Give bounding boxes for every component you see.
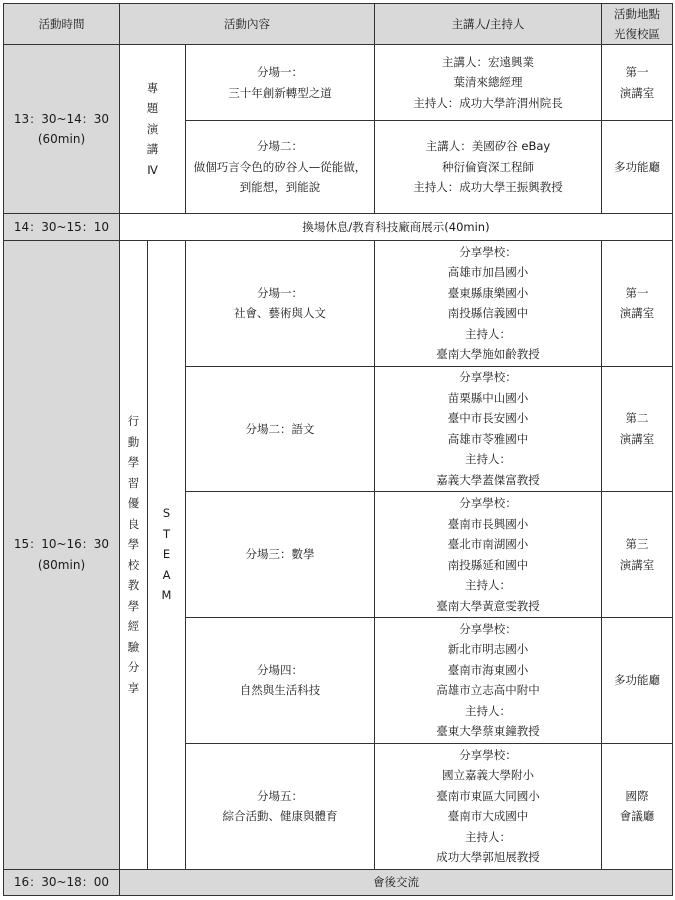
content-line: 自然與生活科技 <box>239 683 321 698</box>
presenter-line: 分享學校： <box>459 244 517 259</box>
steam-char: S <box>162 506 171 521</box>
location-line: 演講室 <box>619 431 655 446</box>
presenter-line: 主持人： <box>465 829 511 844</box>
presenter-line: 國立嘉義大學附小 <box>442 768 534 783</box>
presenter-line: 臺中市長安國小 <box>447 411 529 426</box>
block1-time <box>4 45 120 214</box>
session-content <box>186 743 375 869</box>
session-presenter <box>375 121 602 214</box>
content-line: 分場五： <box>257 788 303 803</box>
label-char: 專 <box>146 80 159 95</box>
header-presenter: 主講人/主持人 <box>375 4 602 45</box>
presenter-line: 主持人： <box>465 326 511 341</box>
location-line: 第一 <box>625 65 649 80</box>
location-line: 第三 <box>625 537 649 552</box>
steam-char: M <box>161 588 172 603</box>
label-char: 優 <box>127 496 140 511</box>
session-location <box>602 121 673 214</box>
time-range: 15：10~16：30 <box>13 537 110 552</box>
session-location <box>602 240 673 366</box>
table-row <box>4 45 673 121</box>
session-content <box>186 121 375 214</box>
content-line: 分場二： <box>257 139 303 154</box>
header-time: 活動時間 <box>4 4 120 45</box>
label-char: Ⅳ <box>147 162 158 177</box>
presenter-line: 臺南大學黃意雯教授 <box>436 598 540 613</box>
presenter-line: 分享學校： <box>459 747 517 762</box>
location-line: 會議廳 <box>619 809 655 824</box>
label-char: 動 <box>127 434 140 449</box>
presenter-line: 臺南大學施如齡教授 <box>436 347 540 362</box>
session-presenter <box>375 240 602 366</box>
label-char: 講 <box>146 142 159 157</box>
location-line: 多功能廳 <box>614 673 660 688</box>
location-line: 第二 <box>625 411 649 426</box>
block2-steam <box>148 240 186 869</box>
presenter-line: 成功大學郭旭展教授 <box>436 850 540 865</box>
presenter-line: 主持人： <box>465 578 511 593</box>
content-line: 綜合活動、健康與體育 <box>222 809 338 824</box>
header-location-line: 光復校區 <box>614 27 660 41</box>
label-char: 習 <box>127 475 140 490</box>
time-duration: (80min) <box>37 557 86 572</box>
label-char: 題 <box>146 101 159 116</box>
label-char: 良 <box>127 516 140 531</box>
closing-row <box>4 869 673 895</box>
content-line: 分場一： <box>257 65 303 80</box>
content-line: 三十年創新轉型之道 <box>228 85 332 100</box>
steam-char: T <box>162 526 171 541</box>
location-line: 演講室 <box>619 85 655 100</box>
break-text: 換場休息/教育科技廠商展示(40min) <box>120 214 673 240</box>
label-char: 學 <box>127 455 140 470</box>
table-row <box>4 240 673 366</box>
session-content <box>186 366 375 492</box>
session-content <box>186 492 375 618</box>
presenter-line: 主持人： <box>465 452 511 467</box>
presenter-line: 主持人：成功大學王振興教授 <box>413 180 563 195</box>
label-char: 教 <box>127 578 140 593</box>
session-presenter <box>375 618 602 744</box>
presenter-line: 臺東大學蔡東鐘教授 <box>436 724 540 739</box>
content-line: 做個巧言令色的矽谷人—從能做， <box>193 159 367 174</box>
session-location <box>602 492 673 618</box>
label-char: 分 <box>127 660 140 675</box>
content-line: 分場二：語文 <box>245 421 315 436</box>
content-line: 分場三：數學 <box>245 547 315 562</box>
presenter-line: 高雄市立志高中附中 <box>436 683 540 698</box>
session-content <box>186 45 375 121</box>
time-duration: (60min) <box>37 132 86 147</box>
content-line: 分場一： <box>257 285 303 300</box>
session-location <box>602 618 673 744</box>
presenter-line: 主講人：美國矽谷 eBay <box>425 139 551 154</box>
session-presenter <box>375 366 602 492</box>
break-time: 14：30~15：10 <box>4 214 120 240</box>
location-line: 多功能廳 <box>614 159 660 174</box>
block1-label <box>120 45 186 214</box>
session-location <box>602 366 673 492</box>
location-line: 第一 <box>625 285 649 300</box>
header-content: 活動內容 <box>120 4 375 45</box>
presenter-line: 分享學校： <box>459 496 517 511</box>
header-location-line: 活動地點 <box>614 7 660 21</box>
session-content <box>186 618 375 744</box>
session-content <box>186 240 375 366</box>
presenter-line: 臺南市大成國中 <box>447 809 529 824</box>
block2-label <box>120 240 148 869</box>
steam-char: E <box>162 547 171 562</box>
label-char: 經 <box>127 619 140 634</box>
presenter-line: 高雄市加昌國小 <box>447 265 529 280</box>
content-line: 分場四： <box>257 662 303 677</box>
presenter-line: 南投縣信義國中 <box>447 306 529 321</box>
presenter-line: 臺東縣康樂國小 <box>447 285 529 300</box>
time-range: 13：30~14：30 <box>13 111 110 126</box>
header-row <box>4 4 673 45</box>
steam-char: A <box>162 567 171 582</box>
presenter-line: 种衍倫資深工程師 <box>442 159 534 174</box>
header-location <box>602 4 673 45</box>
location-line: 國際 <box>625 788 649 803</box>
content-line: 社會、藝術與人文 <box>234 306 326 321</box>
label-char: 演 <box>146 121 159 136</box>
presenter-line: 主持人： <box>465 703 511 718</box>
closing-time: 16：30~18：00 <box>4 869 120 895</box>
presenter-line: 分享學校： <box>459 370 517 385</box>
presenter-line: 新北市明志國小 <box>447 642 529 657</box>
label-char: 行 <box>127 414 140 429</box>
presenter-line: 葉清來總經理 <box>453 75 523 90</box>
location-line: 演講室 <box>619 306 655 321</box>
label-char: 享 <box>127 680 140 695</box>
location-line: 演講室 <box>619 557 655 572</box>
session-location <box>602 743 673 869</box>
label-char: 學 <box>127 598 140 613</box>
label-char: 學 <box>127 537 140 552</box>
label-char: 校 <box>127 557 140 572</box>
presenter-line: 南投縣延和國中 <box>447 557 529 572</box>
session-presenter <box>375 743 602 869</box>
presenter-line: 高雄市苓雅國中 <box>447 431 529 446</box>
schedule-table <box>3 3 673 896</box>
presenter-line: 臺南市長興國小 <box>447 516 529 531</box>
label-char: 驗 <box>127 639 140 654</box>
break-row <box>4 214 673 240</box>
session-presenter <box>375 45 602 121</box>
content-line: 到能想，到能說 <box>239 180 321 195</box>
presenter-line: 臺南市海東國小 <box>447 662 529 677</box>
session-location <box>602 45 673 121</box>
presenter-line: 分享學校： <box>459 621 517 636</box>
presenter-line: 臺南市東區大同國小 <box>436 788 540 803</box>
presenter-line: 嘉義大學蓋傑富教授 <box>436 472 540 487</box>
presenter-line: 主講人：宏遠興業 <box>442 54 534 69</box>
presenter-line: 苗栗縣中山國小 <box>447 390 529 405</box>
session-presenter <box>375 492 602 618</box>
presenter-line: 主持人：成功大學許渭州院長 <box>413 95 563 110</box>
closing-text: 會後交流 <box>120 869 673 895</box>
presenter-line: 臺北市南湖國小 <box>447 537 529 552</box>
block2-time <box>4 240 120 869</box>
